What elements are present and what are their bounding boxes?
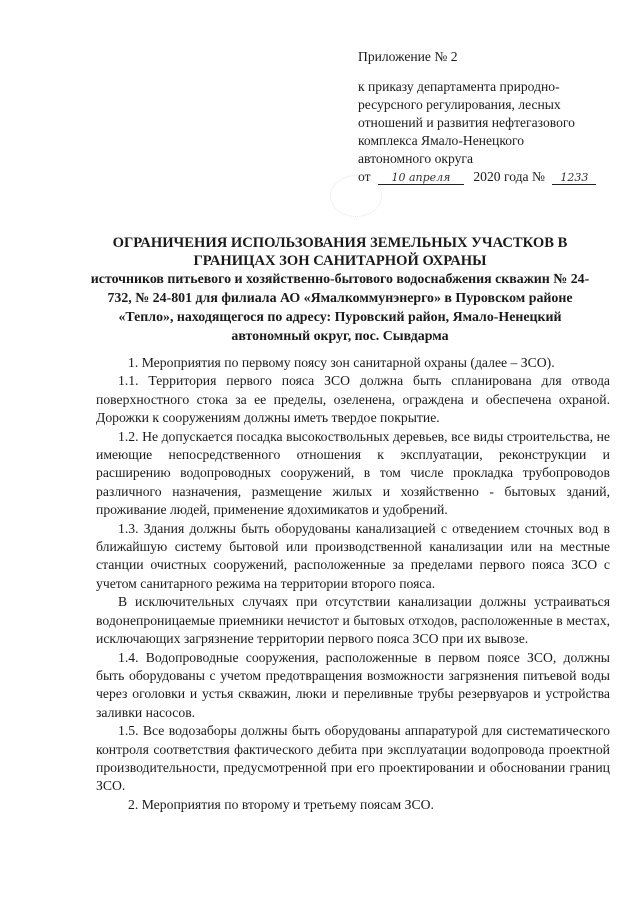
order-date-line (358, 168, 633, 186)
appendix-line: отношений и развития нефтегазового (358, 115, 575, 130)
heading-subtitle: источников питьевого и хозяйственно-бытового водоснабжения скважин № 24-732, № 24-801 для филиала АО «Ямалкоммунэнерго» в Пуровском районе «Тепло», находящегося по адресу: Пуровский район, Ямало-Ненецкий автономный округ, пос. Сывдарма (90, 272, 590, 344)
appendix-line: автономного округа (358, 151, 474, 166)
appendix-line: комплекса Ямало-Ненецкого (358, 133, 525, 148)
paragraph: 1. Мероприятия по первому поясу зон санитарной охраны (далее – ЗСО). (128, 355, 555, 370)
paragraph: В исключительных случаях при отсутствии канализации должны устраиваться водонепроницаемые приемники нечистот и бытовых отходов, расположенные в местах, исключающих загрязнение территории первого пояса ЗСО при их вывозе. (96, 594, 610, 647)
faded-stamp-mark (330, 175, 382, 217)
heading-line-1: ОГРАНИЧЕНИЯ ИСПОЛЬЗОВАНИЯ ЗЕМЕЛЬНЫХ УЧАСТКОВ В (112, 235, 568, 251)
paragraph: 2. Мероприятия по второму и третьему поясам ЗСО. (128, 796, 434, 812)
handwritten-order-number: 1233 (552, 171, 596, 185)
appendix-title: Приложение № 2 (358, 49, 458, 64)
paragraph: 1.2. Не допускается посадка высокоствольных деревьев, все виды строительства, не имеющие непосредственного отношения к эксплуатации, реконструкции и расширению водопроводных сооружений, в том числе прокладка трубопроводов различного назначения, размещение жилых и хозяйственно - бытовых зданий, проживание людей, применение ядохимикатов и удобрений. (96, 428, 610, 518)
heading-line-2: ГРАНИЦАХ ЗОН САНИТАРНОЙ ОХРАНЫ (193, 253, 487, 269)
paragraph: 1.5. Все водозаборы должны быть оборудованы аппаратурой для систематического контроля соответствия фактического дебита при эксплуатации водопровода проектной производительности, предусмотренной при его проектировании и обосновании границ ЗСО. (96, 723, 610, 794)
handwritten-date: 10 апреля (378, 171, 464, 185)
paragraph: 1.4. Водопроводные сооружения, расположенные в первом поясе ЗСО, должны быть оборудованы с учетом предотвращения возможности загрязнения питьевой воды через оголовки и устья скважин, люки и переливные трубы резервуаров и устройства заливки насосов. (96, 649, 610, 720)
paragraph: 1.1. Территория первого пояса ЗСО должна быть спланирована для отвода поверхностного стока за ее пределы, озеленена, ограждена и обеспечена охраной. Дорожки к сооружениям должны иметь твердое покрытие. (96, 373, 610, 426)
year-text: 2020 года № (473, 169, 545, 184)
document-body (96, 354, 610, 814)
appendix-line: ресурсного регулирования, лесных (358, 97, 561, 112)
appendix-line: к приказу департамента природно- (358, 79, 560, 94)
paragraph: 1.3. Здания должны быть оборудованы канализацией с отведением сточных вод в ближайшую систему бытовой или производственной канализации или на местные станции очистных сооружений, расположенные за пределами первого пояса ЗСО с учетом санитарного режима на территории второго пояса. (96, 520, 610, 591)
appendix-block (358, 48, 633, 186)
document-heading (90, 234, 590, 346)
date-prefix: от (358, 169, 371, 184)
